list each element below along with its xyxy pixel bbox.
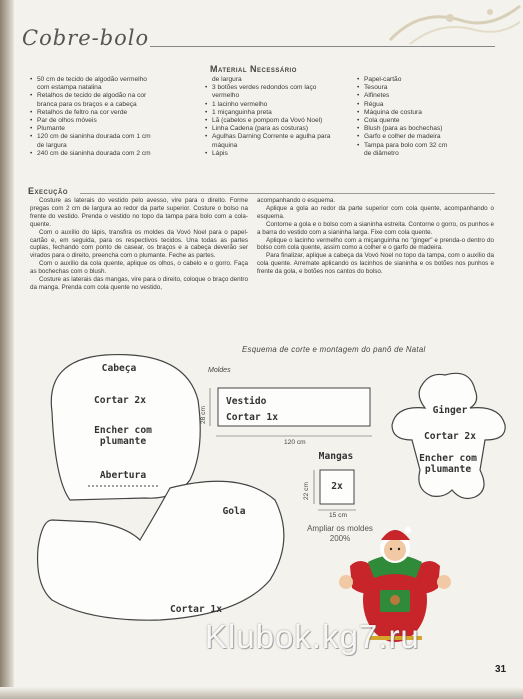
material-item: • Régua bbox=[357, 101, 477, 109]
material-item: • Retalhos de tecido de algodão na cor bbox=[30, 92, 190, 100]
material-item: • Linha Cadena (para as costuras) bbox=[205, 125, 345, 133]
diagram-title: Esquema de corte e montagem do panô de Natal bbox=[242, 345, 426, 354]
material-item: com estampa natalina bbox=[37, 84, 102, 92]
material-item: • 3 botões verdes redondos com laço bbox=[205, 84, 345, 92]
material-item: • Tesoura bbox=[357, 84, 477, 92]
execution-paragraph: Aplique a gola ao redor da parte superior com cola quente, acompanhando o esquema. bbox=[257, 204, 494, 220]
material-item: de largura bbox=[37, 141, 67, 149]
dress-width-label: 120 cm bbox=[284, 439, 306, 446]
sleeves-height-label: 22 cm bbox=[303, 482, 310, 500]
material-item: • Agulhas Darning Corrente e agulha para bbox=[205, 133, 345, 141]
material-item: • Lápis bbox=[205, 150, 345, 158]
material-item: • 120 cm de sianinha dourada com 1 cm bbox=[30, 133, 190, 141]
execution-paragraph: Contorne a gola e o bolso com a sianinha estreita. Contorne o gorro, os punhos e a barra do vestido com a sianinha larga. Fixe com cola quente. bbox=[257, 220, 494, 236]
materials-heading: Material Necessário bbox=[210, 64, 297, 74]
page-number: 31 bbox=[495, 664, 507, 675]
material-item: • 1 miçanguinha preta bbox=[205, 109, 345, 117]
material-item: • Cola quente bbox=[357, 117, 477, 125]
material-item: • 50 cm de tecido de algodão vermelho bbox=[30, 76, 190, 84]
material-item: • Par de olhos móveis bbox=[30, 117, 190, 125]
sleeves-cut-label: 2x bbox=[331, 481, 343, 492]
watermark-text: Klubok.kg7.ru bbox=[205, 618, 420, 655]
material-item: branca para os braços e a cabeça bbox=[37, 100, 137, 108]
dress-label: Vestido bbox=[226, 396, 267, 407]
material-item: • Blush (para as bochechas) bbox=[357, 125, 477, 133]
material-item: • 1 lacinho vermelho bbox=[205, 101, 345, 109]
material-item: vermelho bbox=[212, 92, 240, 100]
material-item: • 240 cm de sianinha dourada com 2 cm bbox=[30, 150, 190, 158]
molds-label: Moldes bbox=[208, 367, 231, 374]
execution-paragraph: Com o auxílio do lápis, transfira os moldes da Vovó Noel para o papel-cartão e, em seguida, para os respectivos tecidos. Una todas as partes cuplas, fechando com ponto de casear, os braços e a cabeça deverão ser virados para o direito, preencha com o plumante. Feche as partes. bbox=[30, 228, 248, 260]
execution-paragraph: Costure as laterais das mangas, vire para o direito, coloque o braço dentro da manga. Prenda com cola quente no vestido, bbox=[30, 276, 248, 291]
material-item: • Garfo e colher de madeira bbox=[357, 133, 477, 141]
head-cut-label: Cortar 2x bbox=[94, 395, 146, 406]
sleeves-width-label: 15 cm bbox=[329, 512, 347, 519]
material-item: de largura bbox=[212, 76, 242, 83]
execution-paragraph: acompanhando o esquema. bbox=[257, 197, 336, 204]
material-item: • Máquina de costura bbox=[357, 109, 477, 117]
ginger-label: Ginger bbox=[432, 405, 468, 416]
page-title: Cobre-bolo bbox=[22, 26, 150, 50]
material-item: • Retalhos de feltro na cor verde bbox=[30, 109, 190, 117]
material-item: • Lã (cabelos e pompom da Vovó Noel) bbox=[205, 117, 345, 125]
head-label: Cabeça bbox=[101, 363, 137, 374]
material-item: • Alfinetes bbox=[357, 92, 477, 100]
collar-cut-label: Cortar 1x bbox=[170, 604, 222, 615]
ginger-fill-label: Encher com plumante bbox=[419, 453, 477, 475]
sleeves-label: Mangas bbox=[318, 451, 354, 462]
head-opening-label: Abertura bbox=[99, 470, 147, 481]
dress-height-label: 28 cm bbox=[200, 406, 207, 424]
material-item: de diâmetro bbox=[364, 149, 399, 157]
execution-paragraph: Para finalizar, aplique a cabeça da Vovó Noel no topo da tampa, com o auxílio da cola quente. Arremate aplicando os lacinhos de sianinha e os botões nos punhos e frente da gola, e botões nos cantos do bolso. bbox=[257, 252, 494, 276]
enlarge-note: Ampliar os moldes 200% bbox=[307, 524, 373, 543]
execution-paragraph: Aplique o lacinho vermelho com a miçanguinha no "ginger" e prenda-o dentro do bolso com cola quente, assim como a colher e o garfo de madeira. bbox=[257, 236, 494, 252]
material-item: • Papel-cartão bbox=[357, 76, 477, 84]
material-item: • Plumante bbox=[30, 125, 190, 133]
execution-heading: Execução bbox=[28, 186, 69, 196]
collar-label: Gola bbox=[222, 506, 246, 517]
dress-cut-label: Cortar 1x bbox=[226, 412, 278, 423]
execution-paragraph: Com o auxílio da cola quente, aplique os olhos, o cabelo e o gorro. Faça as bochechas com o blush. bbox=[30, 260, 248, 276]
collar-pattern-outline bbox=[38, 481, 284, 620]
material-item: • Tampa para bolo com 32 cm bbox=[357, 142, 477, 150]
execution-paragraph: Costure as laterais do vestido pelo avesso, vire para o direito. Forme pregas com 2 cm de largura ao redor da parte superior. Costure o bolso na frente do vestido. Prenda o vestido no topo da tampa para bolo com a cola-quente. bbox=[30, 197, 248, 228]
material-item: máquina bbox=[212, 141, 238, 149]
head-fill-label: Encher com plumante bbox=[94, 425, 152, 447]
ginger-cut-label: Cortar 2x bbox=[424, 431, 476, 442]
